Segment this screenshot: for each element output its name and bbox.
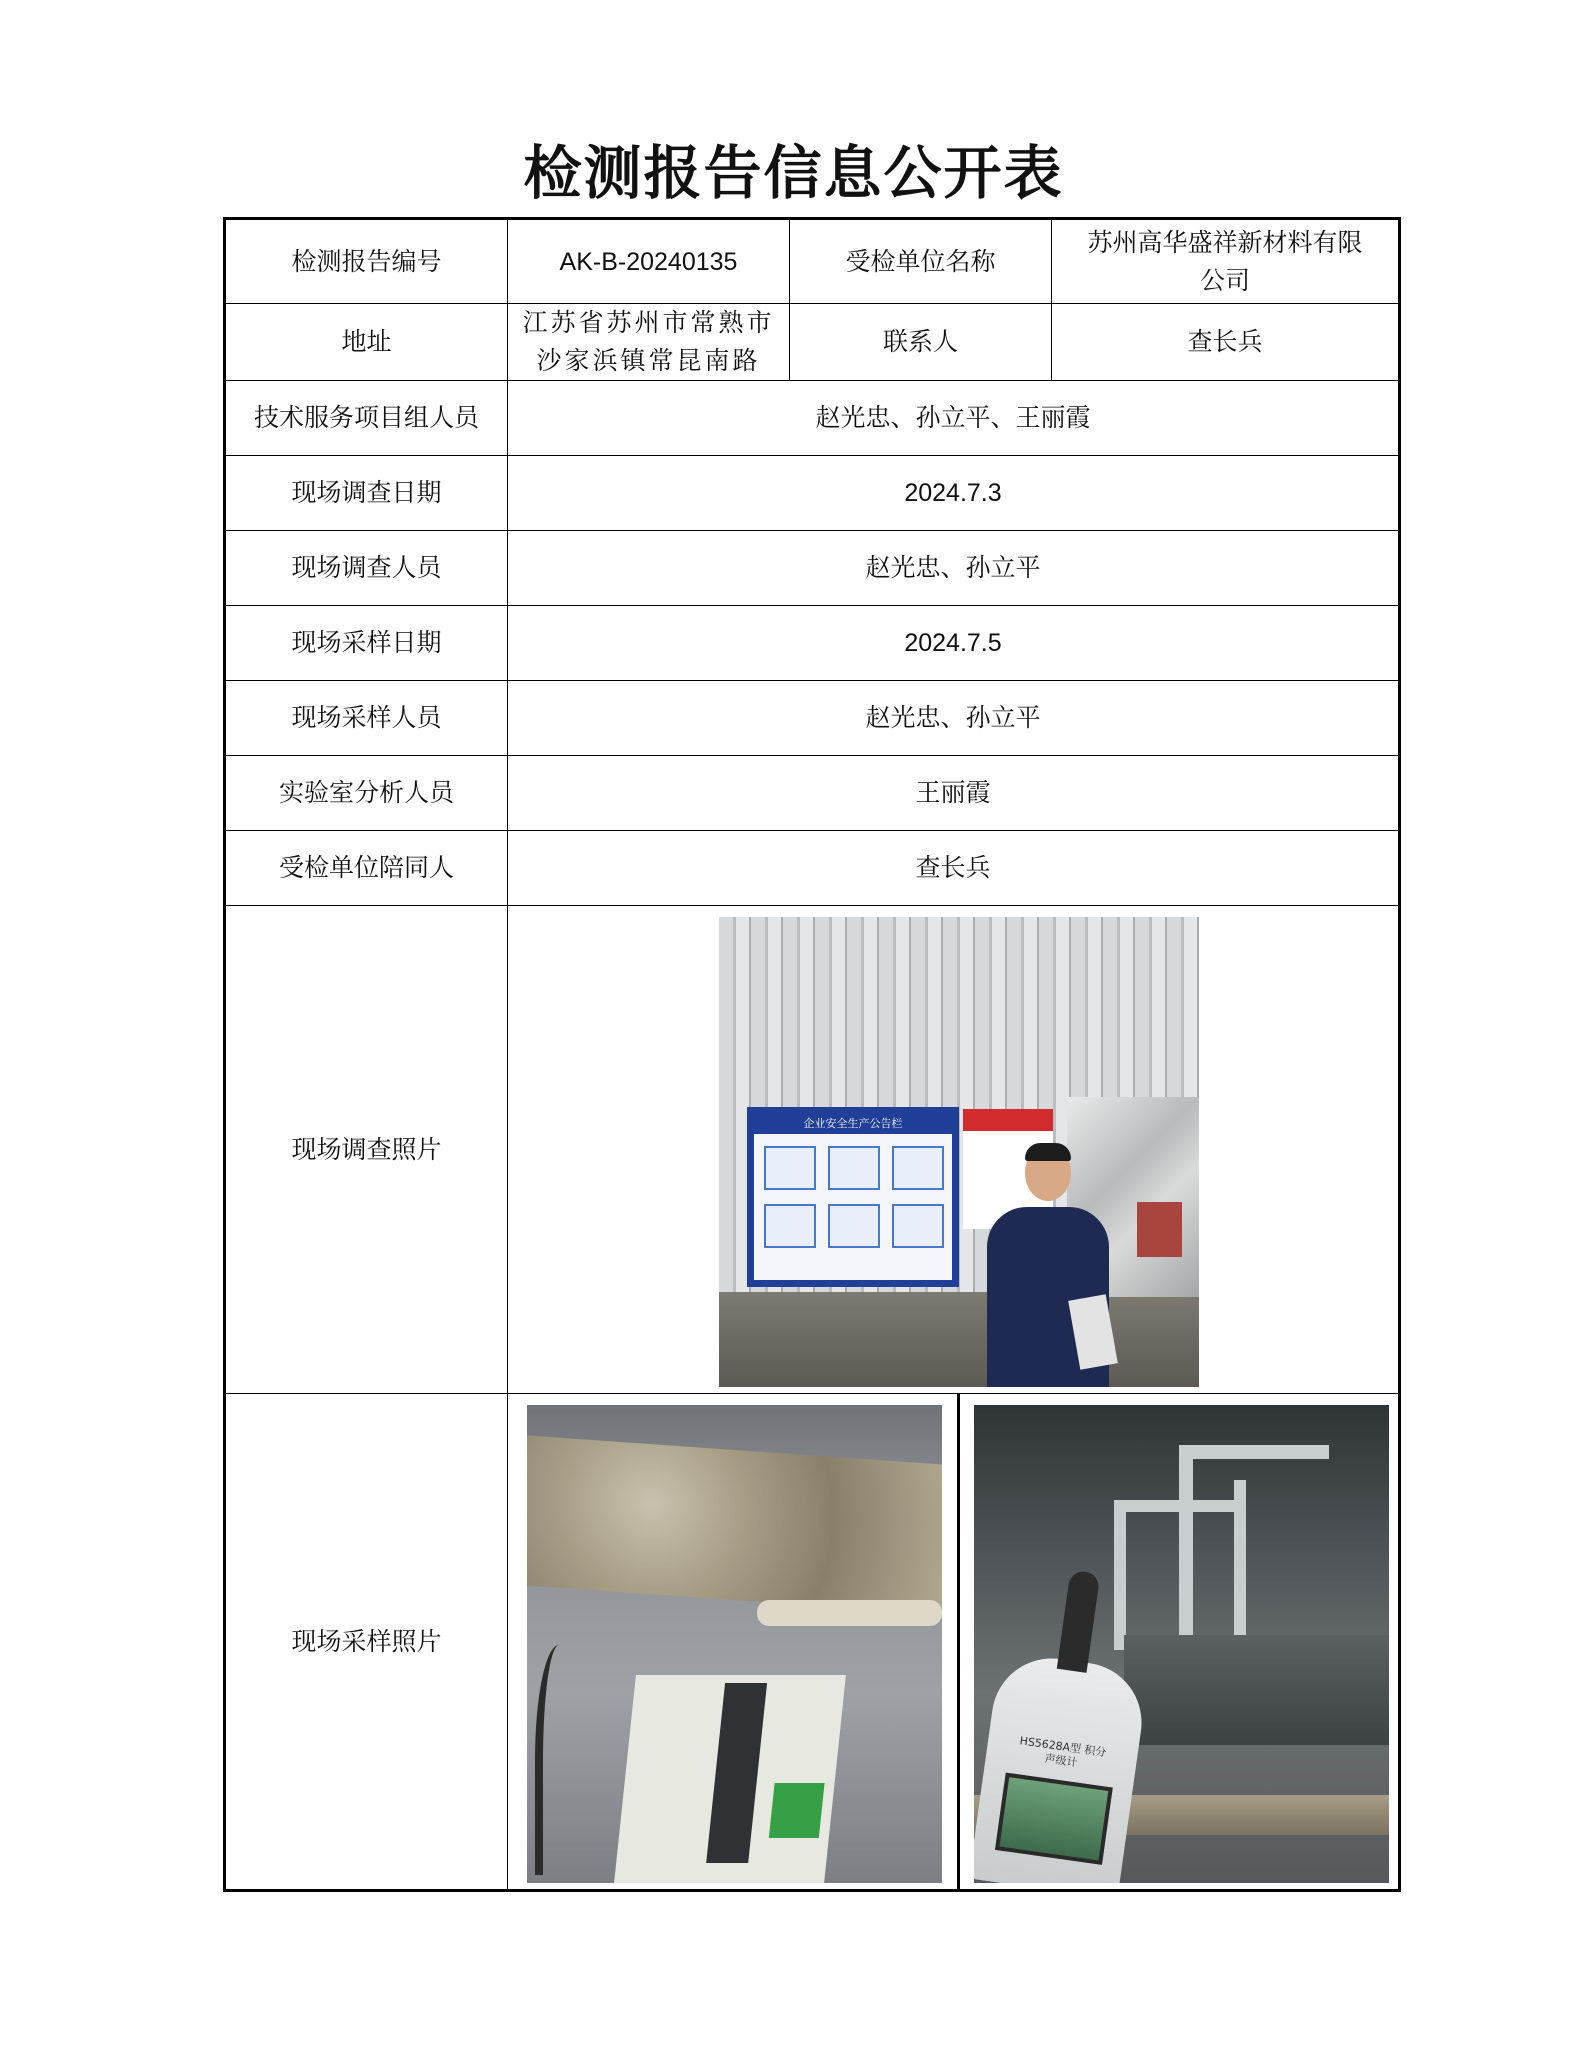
sampling-date-label: 现场采样日期 — [225, 606, 508, 681]
team-value: 赵光忠、孙立平、王丽霞 — [508, 381, 1400, 456]
escort-label: 受检单位陪同人 — [225, 831, 508, 906]
row-sampling-date — [225, 606, 1400, 681]
address-line1: 江苏省苏州市常熟市 — [522, 308, 775, 337]
row-team — [225, 381, 1400, 456]
report-no-label: 检测报告编号 — [225, 219, 508, 304]
row-address — [225, 304, 1400, 381]
row-escort — [225, 831, 1400, 906]
sampling-photo-2 — [974, 1405, 1389, 1883]
sampling-date-value: 2024.7.5 — [508, 606, 1400, 681]
contact-label: 联系人 — [790, 304, 1052, 381]
sampling-photo-1 — [527, 1405, 942, 1883]
unit-name-label: 受检单位名称 — [790, 219, 1052, 304]
survey-photo-label: 现场调查照片 — [225, 906, 508, 1394]
survey-staff-label: 现场调查人员 — [225, 531, 508, 606]
sampler-device — [614, 1675, 846, 1883]
sampling-photo-cell — [508, 1394, 1400, 1891]
row-sampling-staff — [225, 681, 1400, 756]
report-info-table — [223, 217, 1401, 1892]
sampling-staff-label: 现场采样人员 — [225, 681, 508, 756]
row-sampling-photo — [225, 1394, 1400, 1891]
address-line2: 沙家浜镇常昆南路 — [536, 346, 761, 375]
report-no-value: AK-B-20240135 — [508, 219, 790, 304]
row-lab-staff — [225, 756, 1400, 831]
row-survey-date — [225, 456, 1400, 531]
row-survey-staff — [225, 531, 1400, 606]
row-survey-photo — [225, 906, 1400, 1394]
survey-staff-value: 赵光忠、孙立平 — [508, 531, 1400, 606]
contact-value: 查长兵 — [1052, 304, 1400, 381]
sampling-staff-value: 赵光忠、孙立平 — [508, 681, 1400, 756]
unit-name-line1: 苏州高华盛祥新材料有限 — [1087, 227, 1363, 257]
safety-board-header: 企业安全生产公告栏 — [754, 1114, 952, 1134]
lab-staff-value: 王丽霞 — [508, 756, 1400, 831]
unit-name-value — [1052, 219, 1400, 304]
page-title: 检测报告信息公开表 — [523, 139, 1064, 207]
sampling-photo-label: 现场采样照片 — [225, 1394, 508, 1891]
team-label: 技术服务项目组人员 — [225, 381, 508, 456]
safety-board — [747, 1107, 959, 1287]
sound-level-meter — [974, 1651, 1149, 1883]
address-label: 地址 — [225, 304, 508, 381]
survey-date-value: 2024.7.3 — [508, 456, 1400, 531]
survey-photo — [719, 917, 1199, 1387]
survey-photo-cell — [508, 906, 1400, 1394]
address-value — [508, 304, 790, 381]
meter-label: HS5628A型 积分声级计 — [1018, 1734, 1108, 1770]
survey-date-label: 现场调查日期 — [225, 456, 508, 531]
row-report-no — [225, 219, 1400, 304]
unit-name-line2: 公司 — [1199, 265, 1250, 295]
escort-value: 查长兵 — [508, 831, 1400, 906]
lab-staff-label: 实验室分析人员 — [225, 756, 508, 831]
